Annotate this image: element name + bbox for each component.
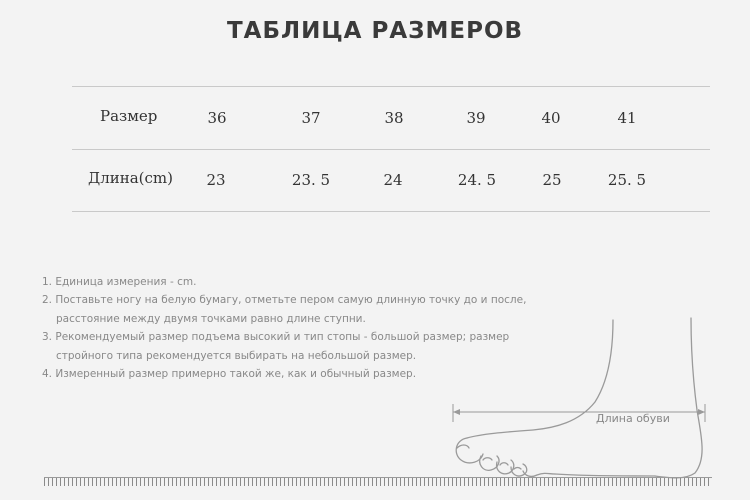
row-label-size: Размер xyxy=(100,107,158,125)
table-cell: 38 xyxy=(384,109,404,127)
table-cell: 23 xyxy=(206,171,226,189)
shoe-length-label: Длина обуви xyxy=(596,412,670,425)
note-line: 4. Измеренный размер примерно такой же, как и обычный размер. xyxy=(42,368,417,381)
table-cell: 36 xyxy=(207,109,227,127)
note-line: 1. Единица измерения - cm. xyxy=(42,276,197,288)
note-line: стройного типа рекомендуется выбирать на небольшой размер. xyxy=(56,349,417,362)
page-title: ТАБЛИЦА РАЗМЕРОВ xyxy=(226,18,524,44)
note-line: 2. Поставьте ногу на белую бумагу, отметьте пером самую длинную точку до и после, xyxy=(42,294,527,307)
table-middle-rule xyxy=(72,149,710,150)
table-cell: 24. 5 xyxy=(457,171,497,189)
note-line: расстояние между двумя точками равно длине ступни. xyxy=(56,312,366,325)
table-cell: 23. 5 xyxy=(291,171,331,189)
table-bottom-rule xyxy=(72,211,710,212)
table-cell: 39 xyxy=(466,109,486,127)
table-cell: 41 xyxy=(617,109,637,127)
table-cell: 25. 5 xyxy=(607,171,647,189)
table-cell: 24 xyxy=(383,171,403,189)
foot-measurement-icon xyxy=(445,310,715,485)
table-cell: 40 xyxy=(541,109,561,127)
ground-line xyxy=(44,477,712,486)
note-line: 3. Рекомендуемый размер подъема высокий и тип стопы - большой размер; размер xyxy=(42,331,510,344)
table-top-rule xyxy=(72,86,710,87)
row-label-length: Длина(cm) xyxy=(88,169,173,187)
table-cell: 25 xyxy=(542,171,562,189)
table-cell: 37 xyxy=(301,109,321,127)
